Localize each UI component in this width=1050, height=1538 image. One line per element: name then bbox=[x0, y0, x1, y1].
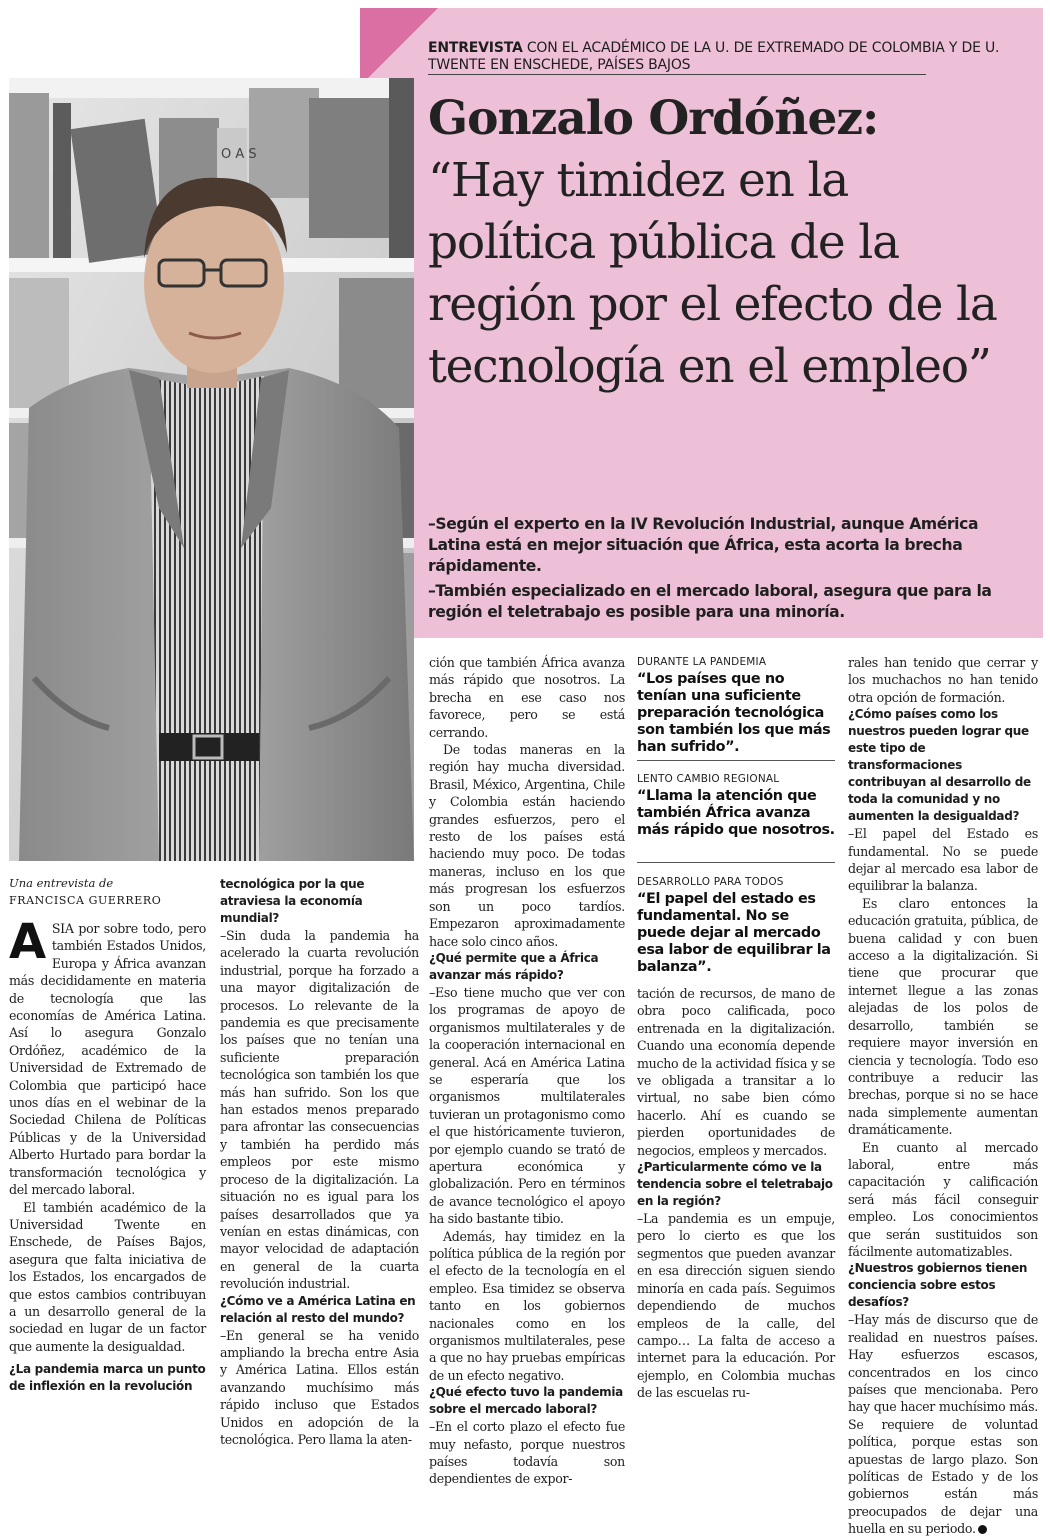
paragraph: Además, hay timidez en la política pública de la región por el efecto de la tecnología en el empleo. Esa timidez se observa tanto en los gobiernos nacionales como en los organismos multilaterales, pese a que no hay pruebas empíricas de un efecto negativo. bbox=[429, 1228, 625, 1383]
column-5 bbox=[848, 654, 1038, 1538]
paragraph: De todas maneras en la región hay mucha diversidad. Brasil, México, Argentina, Chile y Colombia están haciendo grandes esfuerzos, pero el resto de los países está haciendo muy poco. De todas maneras, incluso en los que más progresan los esfuerzos son un poco tardíos. Empezaron aproximadamente hace solo cinco años. bbox=[429, 742, 625, 949]
byline-author: FRANCISCA GUERRERO bbox=[9, 894, 162, 907]
corner-triangle bbox=[360, 8, 438, 86]
drop-cap: A bbox=[9, 914, 46, 970]
headline-quote: “Hay timidez en la política pública de la región por el efecto de la tecnología en el empleo” bbox=[428, 153, 997, 394]
answer: –La pandemia es un empuje, pero lo cierto es que los segmentos que pueden avanzar en esa dirección siguen siendo minoría en cada país. Seguimos dependiendo de muchos empleos de la calle, del campo… La falta de acceso a internet para la educación. Por ejemplo, en Colombia muchas de las escuelas ru- bbox=[637, 1211, 835, 1401]
column-3 bbox=[429, 654, 625, 1488]
pullquote-3 bbox=[637, 875, 835, 976]
answer-final bbox=[848, 1311, 1038, 1537]
headline-name: Gonzalo Ordóñez: bbox=[428, 91, 879, 146]
book-label-oas: O A S bbox=[221, 147, 257, 162]
pullquote-text: “Los países que no tenían una suficiente preparación tecnológica son también los que más han sufrido”. bbox=[637, 671, 831, 755]
deck-line-2: –También especializado en el mercado laboral, asegura que para la región el teletrabajo es posible para una minoría. bbox=[428, 582, 992, 621]
pullquote-divider bbox=[637, 760, 835, 761]
paragraph: En cuanto al mercado laboral, entre más capacitación y calificación será más fácil conseguir empleo. Los conocimientos que serán sustituidos son fácilmente automatizables. bbox=[848, 1139, 1038, 1259]
lead-text: SIA por sobre todo, pero también Estados Unidos, Europa y África avanzan más decididamente en materia de tecnología que las economías de América Latina. Así lo asegura Gonzalo Ordóñez, académico de la Universidad de Extremado de Colombia que participó hace unos días en el webinar de la Sociedad Chilena de Políticas Públicas y de la Universidad Alberto Hurtado para bordar la transformación tecnológica y del mercado laboral. bbox=[9, 921, 206, 1198]
answer: –En el corto plazo el efecto fue muy nefasto, porque nuestros países todavía son dependientes de expor- bbox=[429, 1419, 625, 1487]
byline-intro: Una entrevista de bbox=[9, 876, 114, 890]
paragraph: Es claro entonces la educación gratuita, pública, de buena calidad y con buen acceso a la digitalización. Si tiene que procurar que internet llegue a las zonas alejadas de los polos de desarrollo, también se requiere mayor inversión en ciencia y tecnología. Todo eso contribuye a reducir las brechas, porque si no se hace nada simplemente aumentan dramáticamente. bbox=[848, 895, 1038, 1138]
answer: –Sin duda la pandemia ha acelerado la cuarta revolución industrial, porque ha forzado a una mayor digitalización de procesos. Lo relevante de la pandemia es que precisamente los países que no tenían una suficiente preparación tecnológica son también los que más han sufrido. Son los que han estados menos preparado para afrontar las consecuencias y también ha perdido más empleos por este mismo proceso de la digitalización. La situación no es igual para los países desarrollados que ya venían en estas dinámicas, con mayor velocidad de adaptación en general de la cuarta revolución industrial. bbox=[220, 928, 419, 1292]
kicker-rest: CON EL ACADÉMICO DE LA U. DE EXTREMADO DE COLOMBIA Y DE U. TWENTE EN ENSCHEDE, PAÍSES BAJOS bbox=[428, 40, 1000, 73]
answer-final-text: –Hay más de discurso que de realidad en nuestros países. Hay esfuerzos escasos, concentrados en los cinco países que mencionaba. Pero hay que hacer muchísimo más. Se requiere de voluntad política, porque estas son apuestas de largo plazo. Son políticas de Estado y de los gobiernos están más preocupados de dejar una huella en su periodo. bbox=[848, 1312, 1038, 1537]
column-1 bbox=[9, 914, 206, 1395]
column-2 bbox=[220, 876, 419, 1448]
pullquote-1 bbox=[637, 655, 835, 756]
pullquote-divider bbox=[637, 862, 835, 863]
interview-photo bbox=[9, 78, 414, 861]
question-continued: tecnológica por la que atraviesa la economía mundial? bbox=[220, 877, 365, 925]
question: ¿Particularmente cómo ve la tendencia sobre el teletrabajo en la región? bbox=[637, 1160, 833, 1209]
paragraph: El también académico de la Universidad Twente en Enschede, de Países Bajos, asegura que falta iniciativa de los Estados, los encargados de que estos cambios contribuyan a un desarrollo general de la sociedad en lugar de un factor que aumente la desigualdad. bbox=[9, 1199, 206, 1354]
kicker-rule bbox=[428, 74, 926, 75]
kicker-bold: ENTREVISTA bbox=[428, 40, 523, 56]
answer-continued: tación de recursos, de mano de obra poco calificada, poco entrenada en la digitalización. Cuando una economía depende mucho de la actividad física y se ve obligada a transitar a lo virtual, no sabe bien cómo hacerlo. Ahí es cuando se pierden oportunidades de negocios, empleos y mercados. bbox=[637, 986, 835, 1158]
end-mark-icon bbox=[978, 1525, 987, 1534]
pullquote-label: LENTO CAMBIO REGIONAL bbox=[637, 773, 780, 785]
pullquote-text: “Llama la atención que también África avanza más rápido que nosotros. bbox=[637, 788, 835, 838]
headline bbox=[428, 88, 1028, 398]
deck-line-1: –Según el experto en la IV Revolución Industrial, aunque América Latina está en mejor situación que África, esta acorta la brecha rápidamente. bbox=[428, 515, 979, 575]
question: ¿La pandemia marca un punto de inflexión en la revolución bbox=[9, 1362, 206, 1394]
question: ¿Cómo países como los nuestros pueden lograr que este tipo de transformaciones contribuyan al desarrollo de toda la comunidad y no aumenten la desigualdad? bbox=[848, 707, 1031, 824]
answer-continued: ción que también África avanza más rápido que nosotros. La brecha en ese caso nos favorece, pero se está cerrando. bbox=[429, 655, 625, 740]
question: ¿Nuestros gobiernos tienen conciencia sobre estos desafíos? bbox=[848, 1261, 1028, 1310]
pullquote-label: DESARROLLO PARA TODOS bbox=[637, 876, 784, 888]
answer-continued: rales han tenido que cerrar y los muchachos no han tenido otra opción de formación. bbox=[848, 655, 1038, 705]
question: ¿Qué permite que a África avanzar más rápido? bbox=[429, 950, 599, 982]
deck bbox=[428, 514, 1028, 627]
question: ¿Cómo ve a América Latina en relación al resto del mundo? bbox=[220, 1293, 416, 1325]
answer: –El papel del Estado es fundamental. No se puede dejar al mercado esa labor de equilibrar la balanza. bbox=[848, 826, 1038, 894]
pullquote-text: “El papel del estado es fundamental. No se puede dejar al mercado esa labor de equilibrar la balanza”. bbox=[637, 891, 831, 975]
pullquote-label: DURANTE LA PANDEMIA bbox=[637, 656, 767, 668]
kicker bbox=[428, 40, 1028, 74]
answer: –Eso tiene mucho que ver con los programas de apoyo de organismos multilaterales y de la cooperación internacional en general. Acá en América Latina se esperaría que los organismos multilaterales tuvieran un protagonismo como el que históricamente tuvieron, por ejemplo cuando se trató de apertura económica y globalización. Pero en términos de avance tecnológico el apoyo ha sido bastante tibio. bbox=[429, 984, 625, 1227]
answer: –En general se ha venido ampliando la brecha entre Asia y América Latina. Ellos están avanzando muchísimo más rápido incluso que Estados Unidos en adopción de la tecnológica. Pero llama la aten- bbox=[220, 1327, 419, 1447]
lead-paragraph bbox=[9, 914, 206, 1199]
question: ¿Qué efecto tuvo la pandemia sobre el mercado laboral? bbox=[429, 1385, 623, 1417]
portrait-illustration bbox=[9, 78, 414, 861]
byline bbox=[9, 875, 209, 909]
column-4 bbox=[637, 985, 835, 1402]
pullquote-2 bbox=[637, 772, 835, 839]
